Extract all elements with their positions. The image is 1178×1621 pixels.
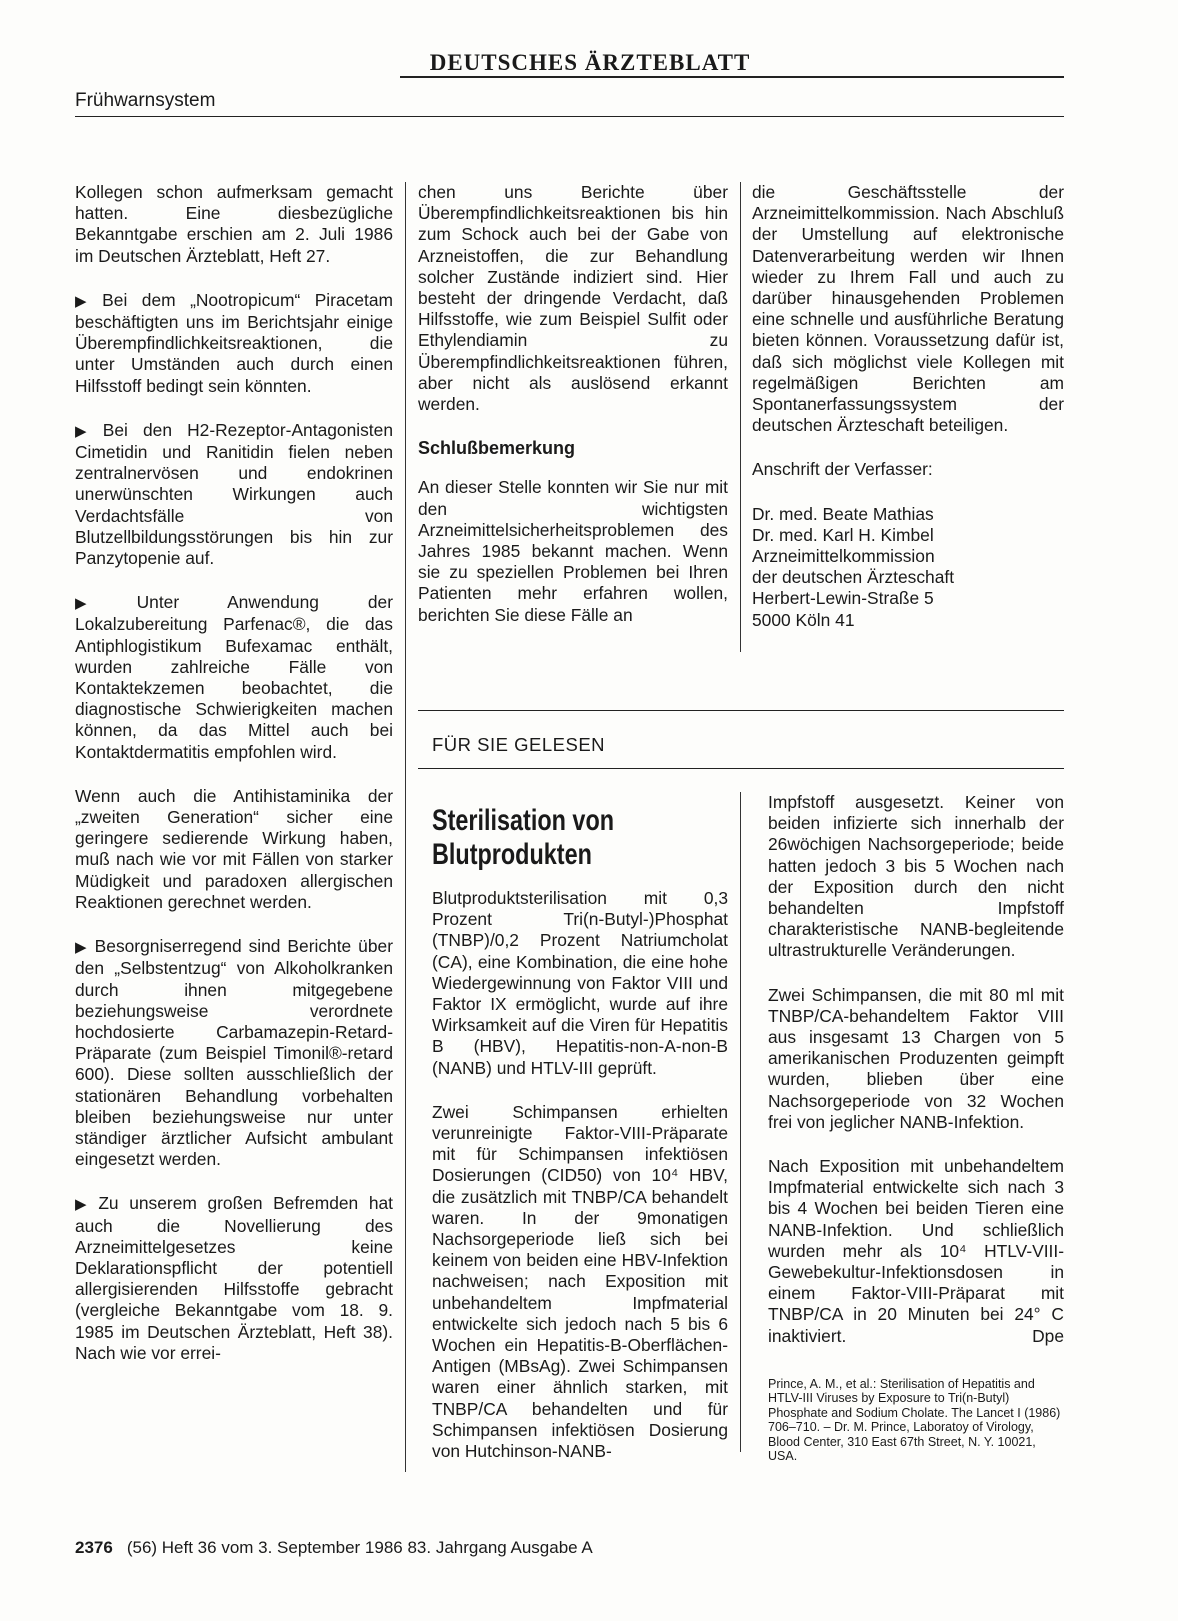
paragraph: Wenn auch die Antihistaminika der „zweiten Generation“ sicher eine geringere sedierende Wirkung haben, muß nach wie vor mit Fällen von starker Müdigkeit und paradoxen allergischen Reaktionen gerechnet werden. xyxy=(75,785,393,912)
paragraph: ▶ Bei den H2-Rezeptor-Antagonisten Cimetidin und Ranitidin fielen neben zentralnervösen und endokrinen unerwünschten Wirkungen auch Verdachtsfälle von Blutzellbildungsstörungen bis hin zur Panzytopenie auf. xyxy=(75,419,393,569)
address-block xyxy=(752,504,1064,631)
triangle-bullet-icon: ▶ xyxy=(75,939,89,957)
subheading: Schlußbemerkung xyxy=(418,438,576,459)
masthead: DEUTSCHES ÄRZTEBLATT xyxy=(429,50,751,75)
column-divider xyxy=(740,182,741,652)
address-line: Arzneimittelkommission xyxy=(752,546,935,567)
article-title: Sterilisation von Blutprodukten xyxy=(432,804,615,871)
section-label: Frühwarnsystem xyxy=(75,90,216,111)
page-number: 2376 xyxy=(75,1538,113,1557)
paragraph: ▶ Bei dem „Nootropicum“ Piracetam beschäftigten uns im Berichtsjahr einige Überempfindlichkeitsreaktionen, die unter Umständen auch durch einen Hilfsstoff bedingt sein könnten. xyxy=(75,289,393,396)
article-column-left xyxy=(432,888,728,1485)
address-line: der deutschen Ärzteschaft xyxy=(752,567,955,588)
footer-text: (56) Heft 36 vom 3. September 1986 83. Jahrgang Ausgabe A xyxy=(126,1538,593,1557)
paragraph: ▶ Unter Anwendung der Lokalzubereitung Parfenac®, die das Antiphlogistikum Bufexamac enthält, wurden zahlreiche Fälle von Kontaktekzemen beobachtet, die diagnostische Schwierigkeiten machen können, da das Mittel auch bei Kontaktdermatitis empfohlen wird. xyxy=(75,592,393,762)
paragraph: Zwei Schimpansen, die mit 80 ml mit TNBP/CA-behandeltem Faktor VIII aus insgesamt 13 Chargen von 5 amerikanischen Produzenten geimpft wurden, blieben über eine Nachsorgeperiode von 32 Wochen frei von jeglicher NANB-Infektion. xyxy=(768,984,1064,1132)
article-column-right xyxy=(768,792,1064,1464)
footer xyxy=(75,1538,593,1558)
paragraph: Zwei Schimpansen erhielten verunreinigte Faktor-VIII-Präparate mit für Schimpansen infektiösen Dosierungen (CID50) von 10⁴ HBV, die zusätzlich mit TNBP/CA behandelt waren. In der 9monatigen Nachsorgeperiode ließ sich bei keinem von beiden eine HBV-Infektion nachweisen; nach Exposition mit unbehandeltem Impfmaterial entwickelte sich jedoch nach 5 bis 6 Wochen ein Hepatitis-B-Oberflächen-Antigen (MBsAg). Zwei Schimpansen waren einer ähnlich starken, mit TNBP/CA behandelten und für Schimpansen infektiösen Dosierung von Hutchinson-NANB- xyxy=(432,1101,728,1462)
paragraph: Nach Exposition mit unbehandeltem Impfmaterial entwickelte sich nach 3 bis 4 Wochen bei beiden Tieren eine NANB-Infektion. Und schließlich wurden mehr als 10⁴ HTLV-VIII-Gewebekultur-Infektionsdosen in einem Faktor-VIII-Präparat mit TNBP/CA in 20 Minuten bei 24° C inaktiviert. Dpe xyxy=(768,1156,1064,1346)
box-rule xyxy=(418,768,1064,769)
address-line: Dr. med. Beate Mathias xyxy=(752,503,934,524)
column-2 xyxy=(418,182,728,649)
paragraph: Kollegen schon aufmerksam gemacht hatten. Eine diesbezügliche Bekanntgabe erschien am 2. Juli 1986 im Deutschen Ärzteblatt, Heft 27. xyxy=(75,182,393,266)
section-label-fuer-sie: FÜR SIE GELESEN xyxy=(432,734,606,755)
paragraph: Blutproduktsterilisation mit 0,3 Prozent Tri(n-Butyl-)Phosphat (TNBP)/0,2 Prozent Natriumcholat (CA), eine Kombination, die eine hohe Wiedergewinnung von Faktor VIII und Faktor IX ermöglicht, wurde auf ihre Wirksamkeit auf die Viren für Hepatitis B (HBV), Hepatitis-non-A-non-B (NANB) und HTLV-III geprüft. xyxy=(432,888,728,1078)
address-line: 5000 Köln 41 xyxy=(752,609,855,630)
address-line: Herbert-Lewin-Straße 5 xyxy=(752,588,934,609)
triangle-bullet-icon: ▶ xyxy=(75,595,131,613)
triangle-bullet-icon: ▶ xyxy=(75,422,97,440)
column-divider xyxy=(405,182,406,1472)
column-divider xyxy=(740,792,741,1452)
paragraph: ▶ Zu unserem großen Befremden hat auch die Novellierung des Arzneimittelgesetzes keine Deklarationspflicht der potentiell allergisierenden Hilfsstoffe gebracht (vergleiche Bekanntgabe vom 18. 9. 1985 im Deutschen Ärzteblatt, Heft 38). Nach wie vor errei- xyxy=(75,1193,393,1363)
paragraph: An dieser Stelle konnten wir Sie nur mit den wichtigsten Arzneimittelsicherheitsproblemen des Jahres 1985 bekannt machen. Wenn sie zu speziellen Problemen bei Ihren Patienten mehr erfahren wollen, berichten Sie diese Fälle an xyxy=(418,477,728,625)
column-3 xyxy=(752,182,1064,631)
address-label: Anschrift der Verfasser: xyxy=(752,459,933,480)
signature: Dpe xyxy=(1032,1325,1064,1346)
masthead-rule xyxy=(400,76,1064,78)
paragraph: die Geschäftsstelle der Arzneimittelkommission. Nach Abschluß der Umstellung auf elektronische Datenverarbeitung werden wir Ihnen wieder zu Ihrem Fall und auch zu darüber hinausgehenden Problemen eine schnelle und ausführliche Beratung bieten können. Voraussetzung dafür ist, daß sich möglichst viele Kollegen mit regelmäßigen Berichten am Spontanerfassungssystem der deutschen Ärzteschaft beteiligen. xyxy=(752,182,1064,436)
paragraph: ▶ Besorgniserregend sind Berichte über den „Selbstentzug“ von Alkoholkranken durch ihnen mitgegebene beziehungsweise verordnete hochdosierte Carbamazepin-Retard-Präparate (zum Beispiel Timonil®-retard 600). Diese sollten ausschließlich der stationären Behandlung vorbehalten bleiben beziehungsweise nur unter ständiger ärztlicher Aufsicht ambulant eingesetzt werden. xyxy=(75,936,393,1170)
box-top-rule xyxy=(418,710,1064,711)
paragraph: Impfstoff ausgesetzt. Keiner von beiden infizierte sich innerhalb der 26wöchigen Nachsorgeperiode; beide hatten jedoch 3 bis 5 Wochen nach der Exposition durch den nicht behandelten Impfstoff charakteristische NANB-begleitende ultrastrukturelle Veränderungen. xyxy=(768,792,1064,961)
header-rule xyxy=(75,116,1064,117)
paragraph: chen uns Berichte über Überempfindlichkeitsreaktionen bis hin zum Schock auch bei der Gabe von Arzneistoffen, die zur Behandlung solcher Zustände indiziert sind. Hier besteht der dringende Verdacht, daß Hilfsstoffe, wie zum Beispiel Sulfit oder Ethylendiamin zu Überempfindlichkeitsreaktionen führen, aber nicht als auslösend erkannt werden. xyxy=(418,182,728,415)
triangle-bullet-icon: ▶ xyxy=(75,1196,93,1214)
reference: Prince, A. M., et al.: Sterilisation of Hepatitis and HTLV-III Viruses by Exposure to Tri(n-Butyl) Phosphate and Sodium Cholate. The Lancet I (1986) 706–710. – Dr. M. Prince, Laboratoy of Virology, Blood Center, 310 East 67th Street, N. Y. 10021, USA. xyxy=(768,1376,1061,1464)
address-line: Dr. med. Karl H. Kimbel xyxy=(752,524,934,545)
triangle-bullet-icon: ▶ xyxy=(75,292,97,310)
column-1 xyxy=(75,182,393,1387)
